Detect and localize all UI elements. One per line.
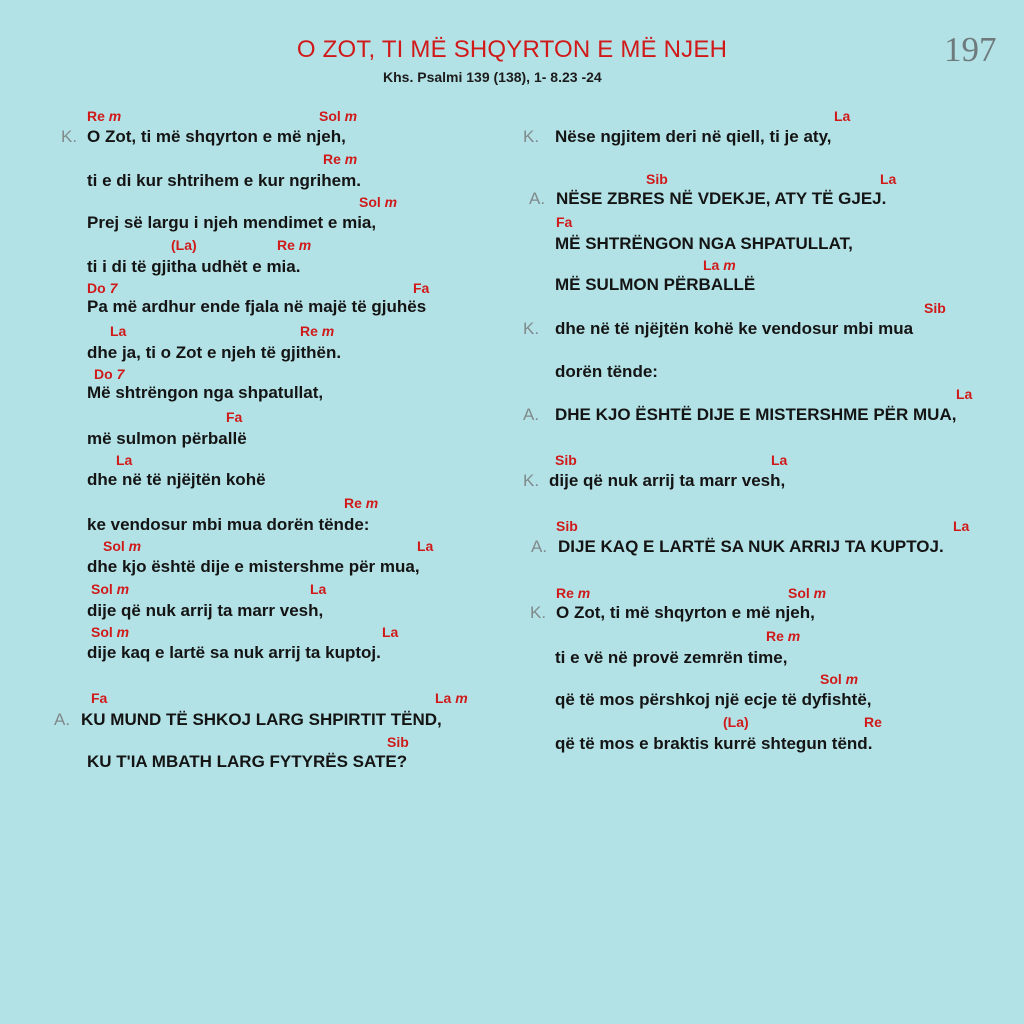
assembly-marker: A.: [529, 189, 546, 208]
assembly-marker: A.: [54, 710, 71, 729]
cantor-marker: K.: [61, 127, 78, 146]
chord: Sib: [646, 171, 668, 187]
lyric-line: dhe kjo është dije e mistershme për mua,: [87, 557, 420, 576]
chord: Sol m: [820, 671, 859, 687]
lyric-line: O Zot, ti më shqyrton e më njeh,: [556, 603, 815, 622]
chord: Re m: [344, 495, 379, 511]
lyric-line: Pa më ardhur ende fjala në majë të gjuhës: [87, 297, 427, 316]
chord: La: [953, 518, 970, 534]
chord: Re m: [277, 237, 312, 253]
lyric-line: më sulmon përballë: [87, 429, 247, 448]
chord: Re m: [87, 108, 122, 124]
chord: (La): [723, 714, 749, 730]
chord: La: [956, 386, 973, 402]
lyric-line: Nëse ngjitem deri në qiell, ti je aty,: [555, 127, 832, 146]
lyric-line: Prej së largu i njeh mendimet e mia,: [87, 213, 377, 232]
assembly-marker: A.: [523, 405, 540, 424]
chord: Re m: [323, 151, 358, 167]
cantor-marker: K.: [530, 603, 547, 622]
lyric-line: NËSE ZBRES NË VDEKJE, ATY TË GJEJ.: [556, 189, 887, 208]
chord: Sol m: [319, 108, 358, 124]
chord: Sol m: [91, 624, 130, 640]
lyric-line: dhe ja, ti o Zot e njeh të gjithën.: [87, 343, 342, 362]
chord: La m: [703, 257, 736, 273]
lyric-line: KU T'IA MBATH LARG FYTYRËS SATE?: [87, 752, 408, 771]
lyric-line: dhe në të njëjtën kohë: [87, 470, 266, 489]
chord: Do 7: [87, 280, 118, 296]
lyric-line: dhe në të njëjtën kohë ke vendosur mbi mua: [555, 319, 914, 338]
chord: La: [417, 538, 434, 554]
chord: La: [116, 452, 133, 468]
lyric-line: dije që nuk arrij ta marr vesh,: [549, 471, 786, 490]
lyric-line: që të mos e braktis kurrë shtegun tënd.: [555, 734, 873, 753]
lyric-line: DIJE KAQ E LARTË SA NUK ARRIJ TA KUPTOJ.: [558, 537, 944, 556]
cantor-marker: K.: [523, 471, 540, 490]
chord: Sib: [387, 734, 409, 750]
lyric-line: MË SHTRËNGON NGA SHPATULLAT,: [555, 234, 853, 253]
lyric-line: MË SULMON PËRBALLË: [555, 275, 756, 294]
lyric-line: dorën tënde:: [555, 362, 658, 381]
chord: La m: [435, 690, 468, 706]
chord: Re m: [556, 585, 591, 601]
chord: Fa: [556, 214, 573, 230]
lyric-line: dije kaq e lartë sa nuk arrij ta kuptoj.: [87, 643, 381, 662]
assembly-marker: A.: [531, 537, 548, 556]
psalm-reference: Khs. Psalmi 139 (138), 1- 8.23 -24: [383, 69, 602, 85]
lyric-line: që të mos përshkoj një ecje të dyfishtë,: [555, 690, 872, 709]
lyric-line: ti e di kur shtrihem e kur ngrihem.: [87, 171, 361, 190]
chord: La: [110, 323, 127, 339]
cantor-marker: K.: [523, 127, 540, 146]
chord: Sib: [555, 452, 577, 468]
lyric-line: ke vendosur mbi mua dorën tënde:: [87, 515, 370, 534]
lyric-line: dije që nuk arrij ta marr vesh,: [87, 601, 324, 620]
lyric-line: O Zot, ti më shqyrton e më njeh,: [87, 127, 346, 146]
chord: La: [771, 452, 788, 468]
chord: Sib: [556, 518, 578, 534]
lyric-line: DHE KJO ËSHTË DIJE E MISTERSHME PËR MUA,: [555, 405, 957, 424]
chord: Sol m: [103, 538, 142, 554]
lyric-line: KU MUND TË SHKOJ LARG SHPIRTIT TËND,: [81, 710, 442, 729]
lyric-line: ti i di të gjitha udhët e mia.: [87, 257, 301, 276]
page-number: 197: [944, 30, 997, 69]
chord: Fa: [413, 280, 430, 296]
chord: Sol m: [788, 585, 827, 601]
chord: Sol m: [359, 194, 398, 210]
chord: La: [880, 171, 897, 187]
cantor-marker: K.: [523, 319, 540, 338]
chord: Sib: [924, 300, 946, 316]
chord: Re m: [300, 323, 335, 339]
chord: Fa: [226, 409, 243, 425]
chord: La: [834, 108, 851, 124]
lyric-line: Më shtrëngon nga shpatullat,: [87, 383, 324, 402]
song-title: O ZOT, TI MË SHQYRTON E MË NJEH: [296, 36, 728, 63]
chord: La: [310, 581, 327, 597]
chord: Re: [864, 714, 882, 730]
chord: Fa: [91, 690, 108, 706]
chord: (La): [171, 237, 197, 253]
chord: Do 7: [94, 366, 125, 382]
chord: La: [382, 624, 399, 640]
chord: Sol m: [91, 581, 130, 597]
lyric-line: ti e vë në provë zemrën time,: [555, 648, 788, 667]
chord: Re m: [766, 628, 801, 644]
